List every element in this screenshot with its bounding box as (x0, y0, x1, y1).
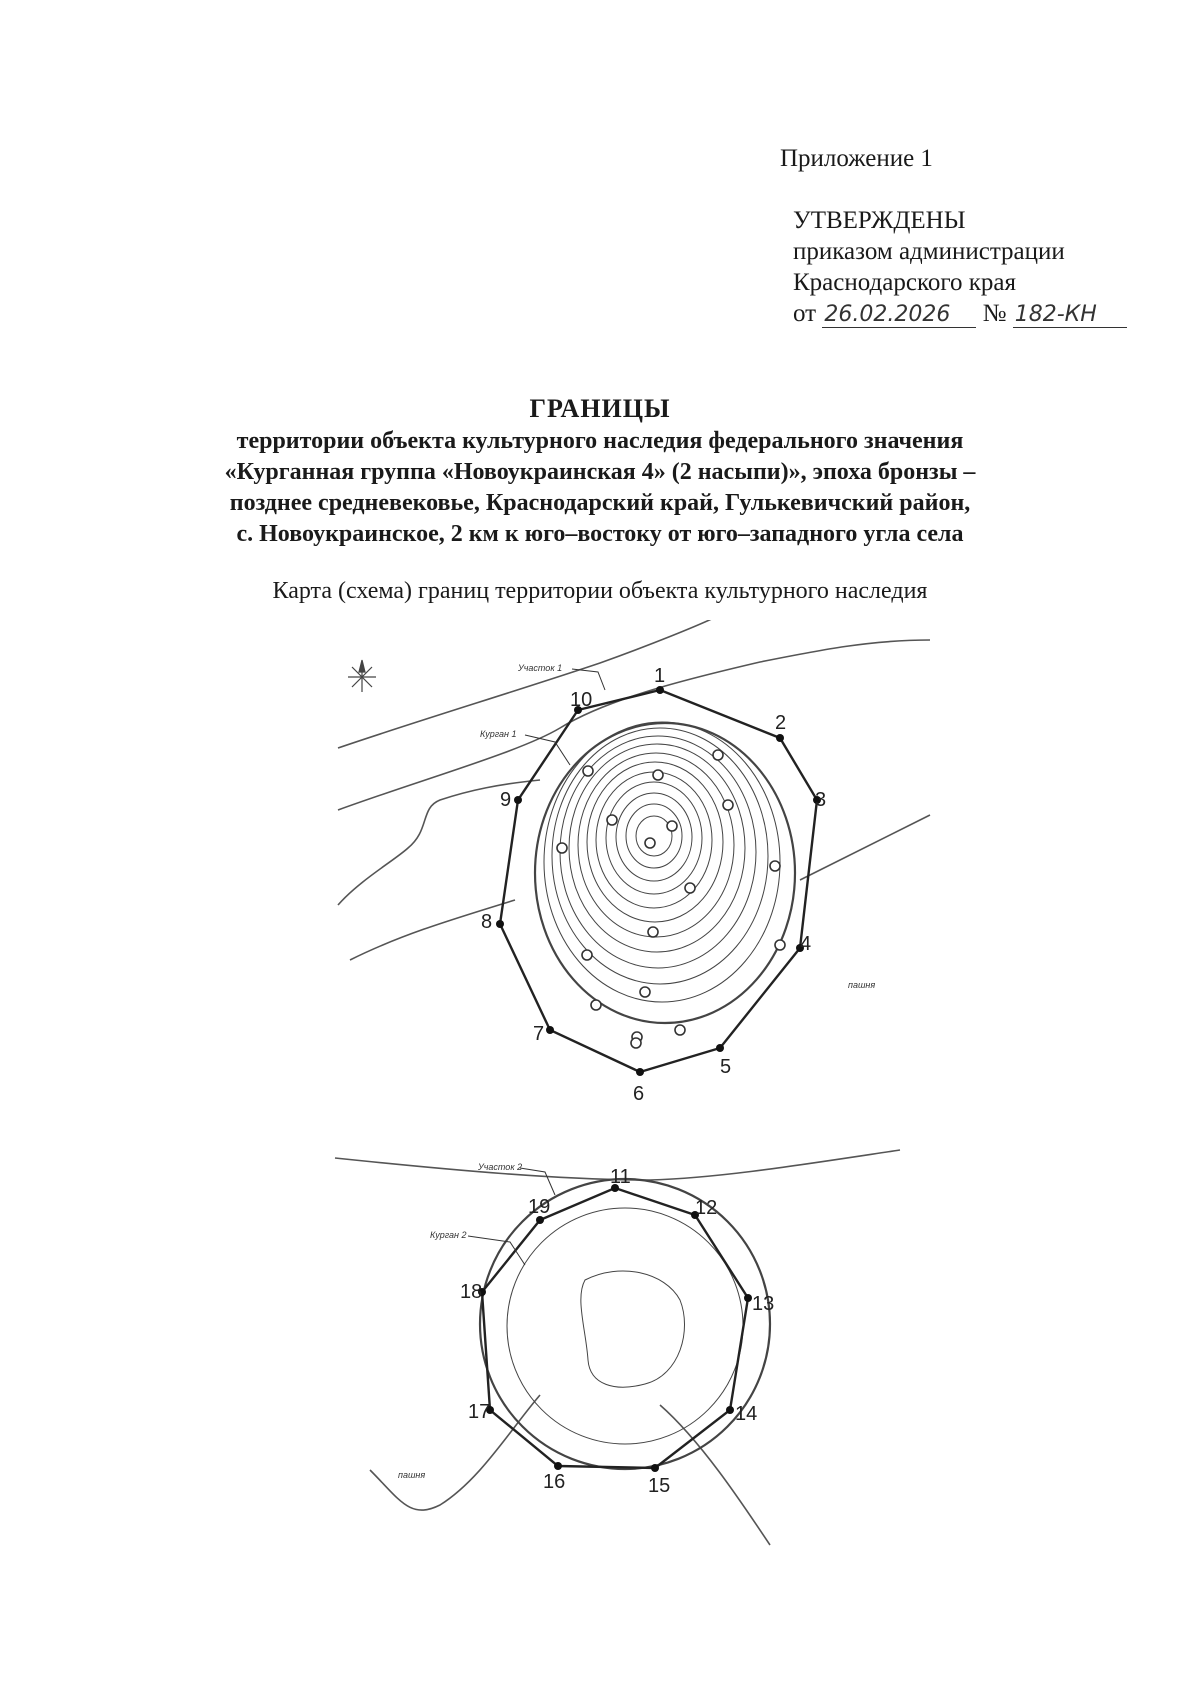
point-2: 2 (775, 712, 787, 734)
map-caption: Карта (схема) границ территории объекта культурного наследия (272, 578, 928, 604)
annex-label: Приложение 1 (780, 145, 933, 172)
title-line-3: позднее средневековье, Краснодарский край, Гулькевичский район, (229, 490, 971, 516)
point-17: 17 (468, 1401, 491, 1423)
point-4: 4 (800, 933, 812, 955)
boundary-site-2 (478, 1184, 752, 1472)
field-label-1: пашня (848, 980, 876, 990)
field-label-2: пашня (398, 1470, 426, 1480)
point-11: 11 (610, 1166, 631, 1188)
title-line-2: «Курганная группа «Новоукраинская 4» (2 насыпи)», эпоха бронзы – (224, 459, 976, 485)
point-13: 13 (752, 1293, 775, 1315)
title-line-4: с. Новоукраинское, 2 км к юго–востоку от юго–западного угла села (236, 521, 964, 547)
point-3: 3 (815, 789, 827, 811)
point-16: 16 (543, 1471, 566, 1493)
approved-heading: УТВЕРЖДЕНЫ (793, 207, 966, 234)
point-1: 1 (654, 665, 666, 687)
mound-1-label: Курган 1 (480, 729, 517, 739)
mound-1-contours (535, 722, 795, 1023)
handwritten-date: 26.02.2026 (822, 303, 976, 328)
point-12: 12 (695, 1197, 718, 1219)
point-10: 10 (570, 689, 593, 711)
site-2-label: Участок 2 (478, 1162, 523, 1172)
point-5: 5 (720, 1056, 732, 1078)
site-1-label: Участок 1 (518, 663, 563, 673)
boundary-map (0, 620, 1200, 1580)
document-title: ГРАНИЦЫ (529, 394, 671, 423)
number-prefix: № (982, 300, 1007, 327)
approved-date-line (793, 298, 1127, 329)
point-15: 15 (648, 1475, 671, 1497)
date-prefix: от (793, 300, 817, 327)
point-19: 19 (528, 1196, 551, 1218)
point-18: 18 (460, 1281, 483, 1303)
approved-line-3: Краснодарского края (793, 269, 1016, 296)
title-line-1: территории объекта культурного наследия федерального значения (236, 428, 964, 454)
point-7: 7 (533, 1023, 545, 1045)
title-block (80, 394, 1120, 550)
point-14: 14 (735, 1403, 758, 1425)
mound-2-contours (480, 1179, 770, 1469)
boundary-point-numbers (460, 665, 826, 1497)
point-8: 8 (481, 911, 493, 933)
approval-block (793, 205, 1127, 329)
mound-2-label: Курган 2 (430, 1230, 467, 1240)
approved-line-2: приказом администрации (793, 238, 1065, 265)
point-6: 6 (633, 1083, 645, 1105)
handwritten-number: 182-КН (1013, 303, 1127, 328)
point-9: 9 (500, 789, 512, 811)
north-arrow-icon (348, 660, 376, 692)
